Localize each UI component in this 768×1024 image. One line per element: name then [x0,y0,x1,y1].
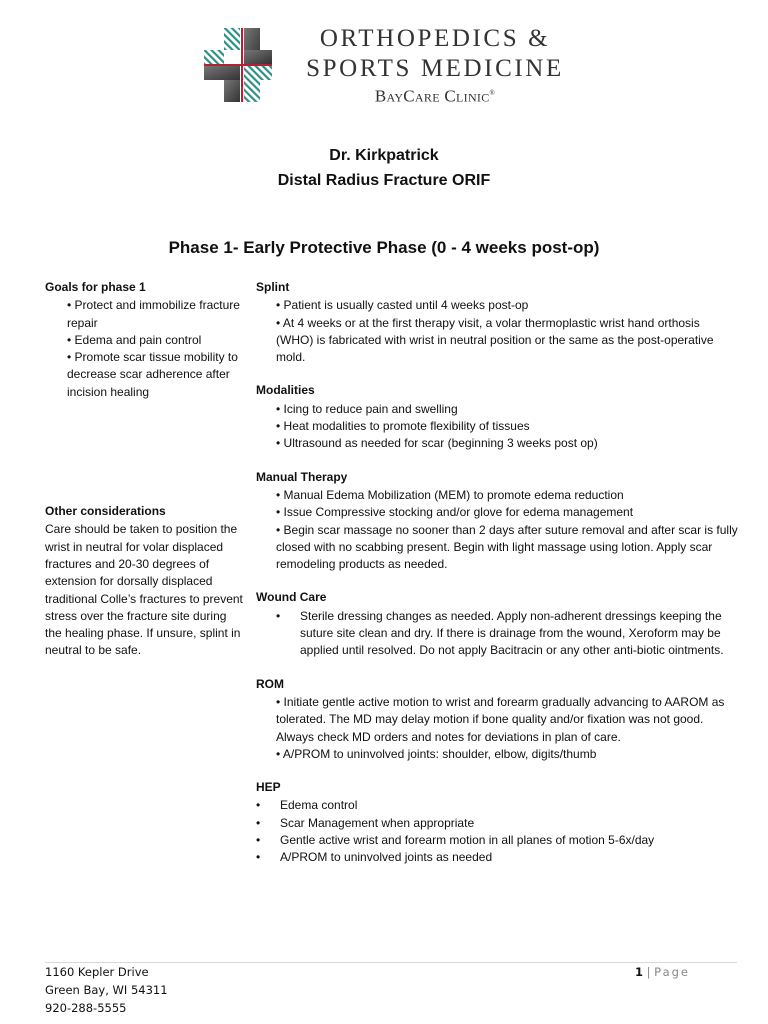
hep-item [256,832,740,849]
wound-care-text: Sterile dressing changes as needed. Apply non-adherent dressings keeping the suture site clean and dry. If there is drainage from the wound, Xeroform may be applied until resolved. Do not apply Bacitracin or any other anti-biotic ointments. [300,608,724,658]
hep-section [256,779,740,866]
hep-item-text: Edema control [280,798,358,813]
wound-care-section [256,589,740,659]
address-line-2: Green Bay, WI 54311 [45,983,168,997]
hep-item-text: Gentle active wrist and forearm motion in all planes of motion 5-6x/day [280,833,655,848]
splint-item-text: • At 4 weeks or at the first therapy visit, a volar thermoplastic wrist hand orthosis (WHO) is fabricated with wrist in neutral position or the same as the post-operative mold. [276,315,714,365]
bullet: • [256,798,261,813]
left-column [45,279,245,660]
bullet: • [276,608,281,623]
hep-item [256,797,740,814]
page-label: Page [654,965,690,979]
footer-address [45,963,168,1017]
goal-item: • Protect and immobilize fracture repair [67,298,240,330]
hep-item-text: Scar Management when appropriate [280,815,475,830]
doctor-name: Dr. Kirkpatrick [329,147,439,164]
goals-heading: Goals for phase 1 [45,280,146,294]
page-number [635,963,690,981]
brand-line-2: SPORTS MEDICINE [306,55,564,82]
splint-heading: Splint [256,280,290,294]
phase-heading: Phase 1- Early Protective Phase (0 - 4 weeks post-op) [168,238,600,257]
rom-section [256,676,740,763]
wound-care-heading: Wound Care [256,590,327,605]
modalities-section [256,382,740,452]
hep-heading: HEP [256,780,281,795]
splint-section [256,279,740,366]
modality-item: • Heat modalities to promote flexibility of tissues [276,419,530,434]
bullet: • [256,833,261,848]
goal-item: • Edema and pain control [67,332,202,347]
manual-therapy-heading: Manual Therapy [256,469,348,484]
manual-therapy-item: • Manual Edema Mobilization (MEM) to promote edema reduction [276,487,624,502]
splint-item [276,315,740,367]
other-considerations-text: Care should be taken to position the wrist in neutral for volar displaced fractures and 20-30 degrees of extension for dorsally displaced traditional Colle’s fractures to prevent stress over the fracture site during the healing phase. If unsure, splint in neutral to be safe. [45,522,243,658]
right-column [256,279,740,883]
page-separator: | [646,965,651,979]
goals-section [45,279,245,401]
phone-number: 920-288-5555 [45,1001,127,1015]
splint-item: • Patient is usually casted until 4 weeks post-op [276,298,529,313]
bullet: • [256,850,261,865]
other-considerations-heading: Other considerations [45,504,166,519]
address-line-1: 1160 Kepler Drive [45,965,149,979]
clinic-brand: BayCare Clinic [374,86,490,106]
procedure-name: Distal Radius Fracture ORIF [277,172,491,189]
brand-line-3 [290,84,580,106]
modality-item: • Icing to reduce pain and swelling [276,401,458,416]
rom-item: • A/PROM to uninvolved joints: shoulder, elbow, digits/thumb [276,746,597,761]
other-considerations-section [45,503,245,660]
goal-item: • Promote scar tissue mobility to decrease scar adherence after incision healing [67,350,238,399]
wound-care-item [276,608,740,660]
manual-therapy-item: • Begin scar massage no sooner than 2 days after suture removal and after scar is fully closed with no scabbing present. Begin with light massage using lotion. Apply scar remodeling products as needed. [276,522,738,572]
clinic-logo-icon [200,26,276,104]
modality-item: • Ultrasound as needed for scar (beginning 3 weeks post op) [276,436,598,451]
modalities-heading: Modalities [256,383,315,398]
hep-item [256,849,740,866]
bullet: • [256,815,261,830]
hep-item [256,815,740,832]
rom-item: • Initiate gentle active motion to wrist and forearm gradually advancing to AAROM as tolerated. The MD may delay motion if bone quality and/or fixation was not good. Always check MD orders and notes for deviations in plan of care. [276,694,725,744]
document-title [0,143,768,193]
manual-therapy-item: • Issue Compressive stocking and/or glove for edema management [276,505,634,520]
brand-line-1: ORTHOPEDICS & [319,25,551,52]
rom-heading: ROM [256,676,284,691]
letterhead [0,0,768,120]
registered-mark: ® [489,89,496,97]
hep-item-text: A/PROM to uninvolved joints as needed [280,850,493,865]
manual-therapy-section [256,469,740,574]
clinic-name [290,24,580,106]
page-number-value: 1 [634,965,643,979]
